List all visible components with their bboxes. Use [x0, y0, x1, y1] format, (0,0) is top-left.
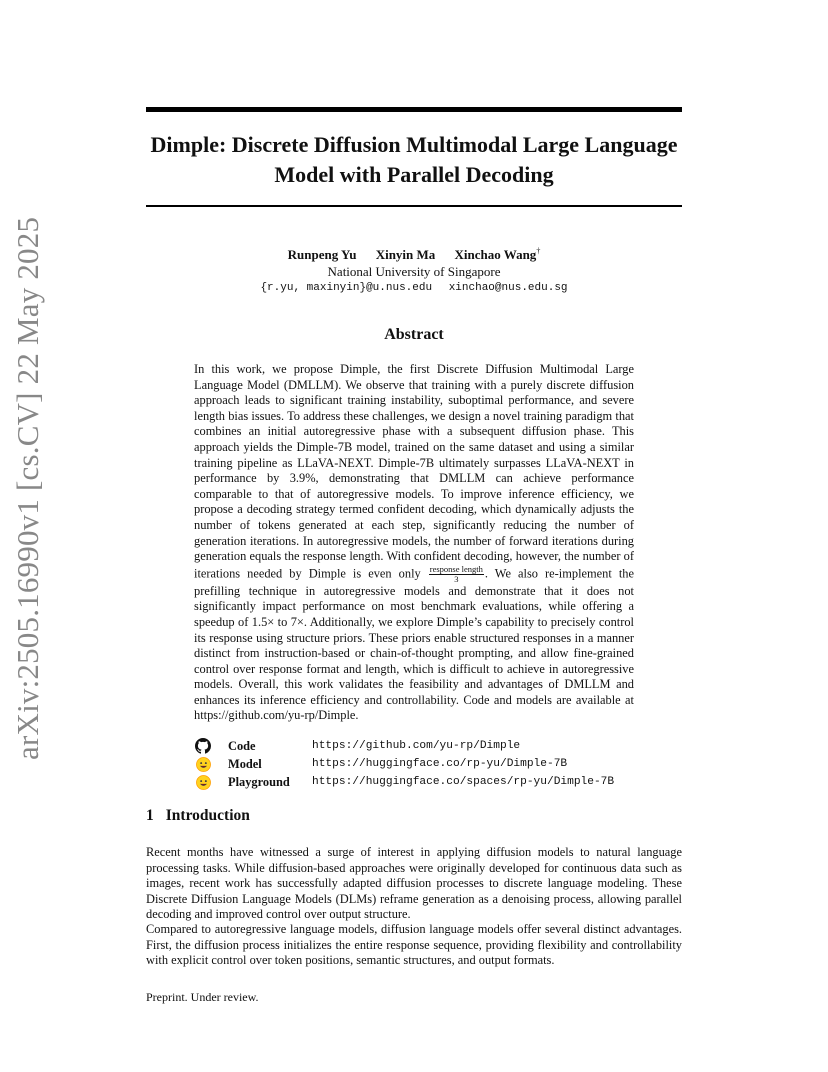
- playground-link[interactable]: https://huggingface.co/spaces/rp-yu/Dimple-7B: [312, 776, 615, 788]
- email: {r.yu, maxinyin}@u.nus.edu: [260, 282, 433, 295]
- title-bottom-rule: [146, 205, 682, 207]
- author-name: Xinchao Wang†: [454, 247, 541, 263]
- link-row-playground: [194, 773, 654, 791]
- link-row-code: [194, 737, 654, 755]
- link-label: Model: [228, 756, 262, 771]
- footer-note: Preprint. Under review.: [146, 990, 259, 1004]
- link-label: Playground: [228, 774, 290, 789]
- section-title: Introduction: [165, 807, 250, 824]
- author-names: [146, 243, 682, 263]
- email: xinchao@nus.edu.sg: [448, 282, 568, 295]
- fraction: $\frac{\text{response length}}{3}$: [429, 563, 483, 584]
- author-name: Xinyin Ma: [375, 247, 436, 263]
- title-top-rule: [146, 107, 682, 112]
- resource-links: [194, 737, 654, 791]
- huggingface-icon: [194, 774, 212, 790]
- author-name: Runpeng Yu: [287, 247, 357, 263]
- intro-paragraph: Recent months have witnessed a surge of interest in applying diffusion models to natural language processing tasks. While diffusion-based approaches were originally developed for continuous data such as images, recent work has successfully adapted diffusion processes to discrete language modeling. These Discrete Diffusion Language Models (DLMs) reframe generation as a denoising process, allowing parallel decoding and improved control over output structure.: [146, 845, 682, 922]
- affiliation: National University of Singapore: [327, 264, 501, 280]
- dagger-mark: †: [536, 247, 541, 256]
- paper-title: Dimple: Discrete Diffusion Multimodal Large Language Model with Parallel Decoding: [150, 132, 678, 187]
- abstract-text: In this work, we propose Dimple, the first Discrete Diffusion Multimodal Large Language Model (DMLLM). We observe that training with a purely discrete diffusion approach leads to significant training instability, suboptimal performance, and severe length bias issues. To address these challenges, we design a novel training paradigm that combines an initial autoregressive phase with a subsequent diffusion phase. This approach yields the Dimple-7B model, trained on the same dataset and using a similar training pipeline as LLaVA-NEXT. Dimple-7B ultimately surpasses LLaVA-NEXT in performance by 3.9%, demonstrating that DMLLM can achieve performance comparable to that of autoregressive models. To improve inference efficiency, we propose a decoding strategy termed confident decoding, which dynamically adjusts the number of tokens generated at each step, significantly reducing the number of generation iterations. In autoregressive models, the number of forward iterations during generation equals the response length. With confident decoding, however, the number of iterations needed by Dimple is even only $\frac{\text{response length}}{3}$ . We also re-implement the prefilling technique in autoregressive models and demonstrate that it does not significantly impact performance on most benchmark evaluations, while offering a speedup of 1.5× to 7×. Additionally, we explore Dimple’s capability to precisely control its response using structure priors. These priors enable structured responses in a manner distinct from instruction-based or chain-of-thought prompting, and allow fine-grained control over response format and length, which is difficult to achieve in autoregressive models. Overall, this work validates the feasibility and advantages of DMLLM and enhances its inference efficiency and controllability. Code and models are available at https://github.com/yu-rp/Dimple.: [194, 362, 634, 723]
- link-label: Code: [228, 738, 256, 753]
- intro-paragraph: Compared to autoregressive language models, diffusion language models offer several distinct advantages. First, the diffusion process initializes the entire response sequence, providing flexibility and controllability with explicit control over token positions, semantic structures, and output formats.: [146, 922, 682, 968]
- code-link[interactable]: https://github.com/yu-rp/Dimple: [312, 740, 521, 752]
- section-number: 1: [146, 807, 154, 824]
- arxiv-identifier: arXiv:2505.16990v1 [cs.CV] 22 May 2025: [10, 216, 45, 760]
- author-block: [146, 243, 682, 297]
- github-icon: [194, 738, 212, 754]
- abstract-heading: Abstract: [384, 326, 444, 343]
- author-emails: [146, 280, 682, 297]
- link-row-model: [194, 755, 654, 773]
- model-link[interactable]: https://huggingface.co/rp-yu/Dimple-7B: [312, 758, 568, 770]
- section-heading: [146, 807, 250, 825]
- huggingface-icon: [194, 756, 212, 772]
